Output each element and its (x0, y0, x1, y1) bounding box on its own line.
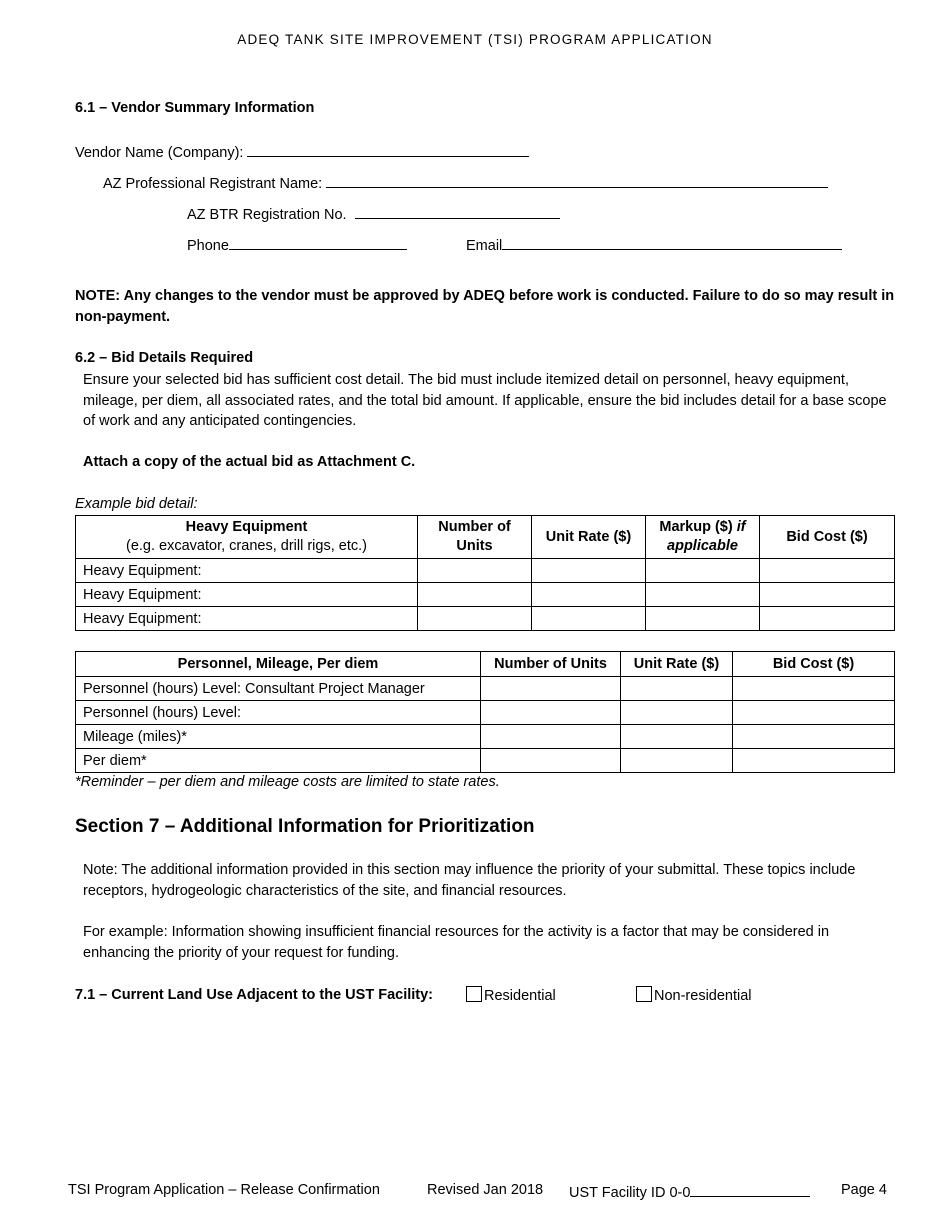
section-6-2-heading: 6.2 – Bid Details Required (75, 350, 254, 366)
land-use-label: 7.1 – Current Land Use Adjacent to the UST Facility: (75, 987, 434, 1003)
table-row (76, 725, 895, 749)
heavy-equipment-table (75, 515, 895, 631)
col-markup-if: if (736, 519, 746, 535)
col-bid-cost: Bid Cost ($) (733, 652, 895, 677)
cell-units[interactable] (418, 607, 532, 631)
col-markup (646, 516, 760, 559)
col-unit-rate: Unit Rate ($) (532, 516, 646, 559)
vendor-name-row (75, 142, 529, 161)
cell-bid-cost[interactable] (733, 677, 895, 701)
bid-details-body: Ensure your selected bid has sufficient cost detail. The bid must include itemized detail on personnel, heavy equipment, mileage, per diem, all associated rates, and the total bid amount. If applicable, ensure the bid includes detail for a base scope of work and any anticipated contingencies. (83, 372, 887, 429)
footer-title: TSI Program Application – Release Confirmation (68, 1182, 380, 1198)
personnel-table (75, 651, 895, 773)
cell-units[interactable] (481, 677, 621, 701)
btr-registration-row (187, 204, 560, 223)
vendor-name-label: Vendor Name (Company): (75, 145, 244, 161)
cell-markup[interactable] (646, 583, 760, 607)
registrant-name-field[interactable] (326, 173, 828, 188)
row-label: Personnel (hours) Level: (76, 701, 481, 725)
col-heavy-equipment-title: Heavy Equipment (185, 519, 308, 535)
cell-units[interactable] (481, 725, 621, 749)
phone-field[interactable] (229, 235, 407, 250)
cell-bid-cost[interactable] (760, 559, 895, 583)
table-header-row (76, 516, 895, 559)
table-row (76, 607, 895, 631)
cell-bid-cost[interactable] (733, 749, 895, 773)
residential-checkbox[interactable] (466, 986, 482, 1002)
cell-rate[interactable] (621, 677, 733, 701)
btr-registration-field[interactable] (355, 204, 560, 219)
email-row (466, 235, 842, 254)
table-row (76, 559, 895, 583)
section-7-example: For example: Information showing insufficient financial resources for the activity is a factor that may be considered in enhancing the priority of your request for funding. (83, 924, 830, 961)
cell-units[interactable] (418, 583, 532, 607)
residential-label: Residential (484, 988, 556, 1004)
cell-markup[interactable] (646, 607, 760, 631)
vendor-name-field[interactable] (247, 142, 529, 157)
table-row (76, 701, 895, 725)
residential-option[interactable] (466, 986, 556, 1004)
section-7-note: Note: The additional information provided in this section may influence the priority of your submittal. These topics include receptors, hydrogeologic characteristics of the site, and financial resources. (83, 862, 856, 899)
non-residential-checkbox[interactable] (636, 986, 652, 1002)
col-heavy-equipment (76, 516, 418, 559)
page-header: ADEQ TANK SITE IMPROVEMENT (TSI) PROGRAM APPLICATION (237, 32, 713, 47)
row-label: Per diem* (76, 749, 481, 773)
page-number: Page 4 (841, 1182, 887, 1198)
row-label: Heavy Equipment: (76, 559, 418, 583)
email-field[interactable] (502, 235, 842, 250)
non-residential-label: Non-residential (654, 988, 752, 1004)
footer-revised: Revised Jan 2018 (427, 1182, 544, 1198)
facility-id-field[interactable] (690, 1182, 810, 1197)
cell-rate[interactable] (621, 725, 733, 749)
col-markup-label: Markup ($) (659, 519, 733, 535)
col-heavy-equipment-sub: (e.g. excavator, cranes, drill rigs, etc.) (126, 538, 367, 554)
cell-rate[interactable] (532, 559, 646, 583)
cell-rate[interactable] (621, 701, 733, 725)
cell-units[interactable] (418, 559, 532, 583)
cell-markup[interactable] (646, 559, 760, 583)
col-personnel: Personnel, Mileage, Per diem (76, 652, 481, 677)
phone-row (187, 235, 407, 254)
example-bid-label: Example bid detail: (75, 496, 198, 512)
cell-bid-cost[interactable] (760, 583, 895, 607)
cell-units[interactable] (481, 701, 621, 725)
non-residential-option[interactable] (636, 986, 752, 1004)
col-number-of-units: Number of Units (418, 516, 532, 559)
btr-registration-label: AZ BTR Registration No. (187, 207, 347, 223)
registrant-name-label: AZ Professional Registrant Name: (103, 176, 323, 192)
section-6-1-heading: 6.1 – Vendor Summary Information (75, 100, 315, 116)
cell-rate[interactable] (532, 607, 646, 631)
cell-units[interactable] (481, 749, 621, 773)
row-label: Heavy Equipment: (76, 583, 418, 607)
attachment-c-instruction: Attach a copy of the actual bid as Attachment C. (83, 454, 416, 470)
state-rates-reminder: *Reminder – per diem and mileage costs are limited to state rates. (75, 774, 500, 790)
row-label: Mileage (miles)* (76, 725, 481, 749)
phone-label: Phone (187, 238, 229, 254)
vendor-change-note: NOTE: Any changes to the vendor must be approved by ADEQ before work is conducted. Failure to do so may result in non-payment. (75, 288, 895, 325)
cell-rate[interactable] (621, 749, 733, 773)
section-7-title: Section 7 – Additional Information for Prioritization (75, 816, 535, 837)
col-number-of-units: Number of Units (481, 652, 621, 677)
cell-bid-cost[interactable] (733, 725, 895, 749)
col-markup-applicable: applicable (667, 538, 738, 554)
table-header-row (76, 652, 895, 677)
row-label: Personnel (hours) Level: Consultant Project Manager (76, 677, 481, 701)
footer-facility-id (569, 1182, 810, 1201)
cell-bid-cost[interactable] (760, 607, 895, 631)
registrant-name-row (103, 173, 828, 192)
email-label: Email (466, 238, 503, 254)
cell-bid-cost[interactable] (733, 701, 895, 725)
col-bid-cost: Bid Cost ($) (760, 516, 895, 559)
cell-rate[interactable] (532, 583, 646, 607)
table-row (76, 583, 895, 607)
footer-facility-label: UST Facility ID 0-0 (569, 1185, 691, 1201)
table-row (76, 749, 895, 773)
row-label: Heavy Equipment: (76, 607, 418, 631)
table-row (76, 677, 895, 701)
col-unit-rate: Unit Rate ($) (621, 652, 733, 677)
